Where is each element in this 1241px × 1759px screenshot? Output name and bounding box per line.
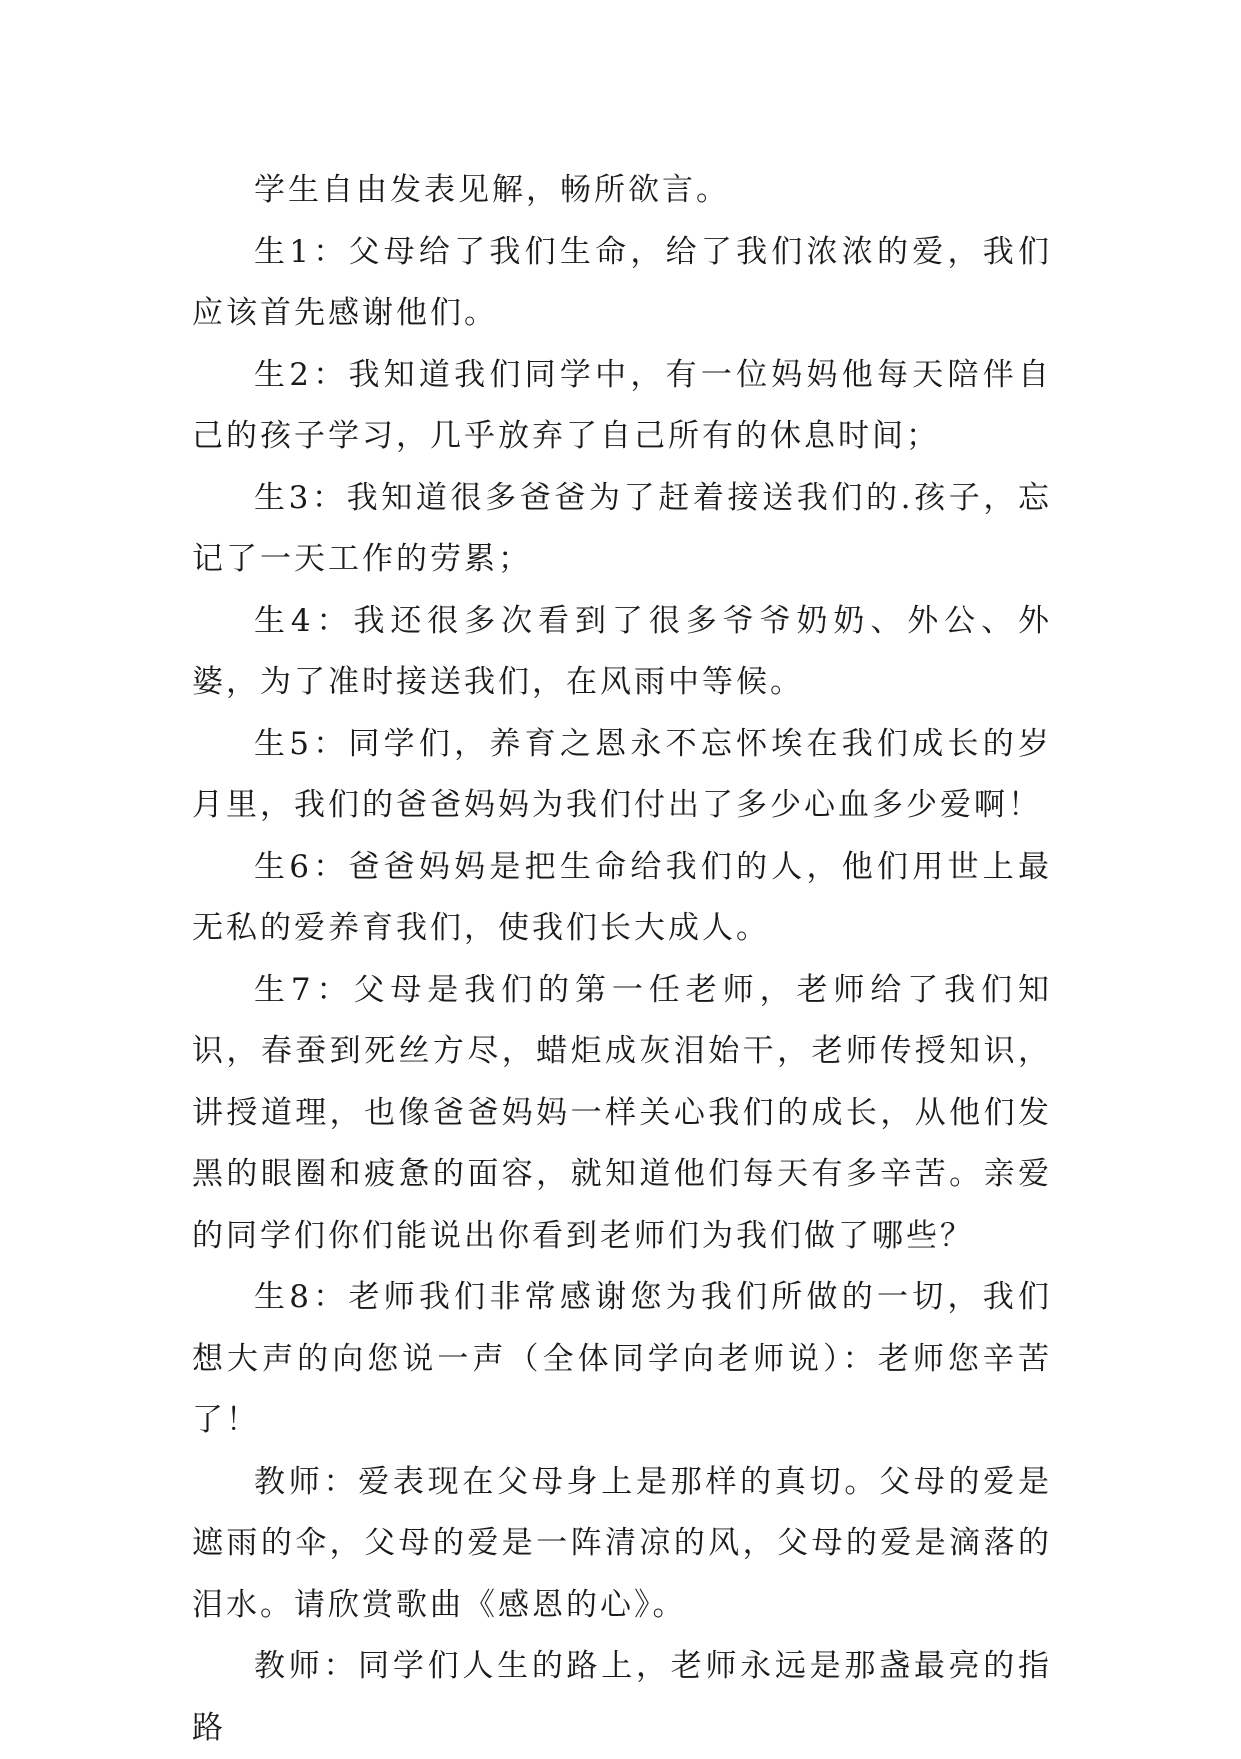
paragraph: 教师：爱表现在父母身上是那样的真切。父母的爱是遮雨的伞，父母的爱是一阵清凉的风，父母的爱是滴落的泪水。请欣赏歌曲《感恩的心》。 (192, 1463, 1052, 1623)
paragraph: 教师：同学们人生的路上，老师永远是那盏最亮的指路 (192, 1648, 1052, 1746)
paragraph: 生7：父母是我们的第一任老师，老师给了我们知识，春蚕到死丝方尽，蜡炬成灰泪始干，老师传授知识，讲授道理，也像爸爸妈妈一样关心我们的成长，从他们发黑的眼圈和疲惫的面容，就知道他们每天有多辛苦。亲爱的同学们你们能说出你看到老师们为我们做了哪些？ (192, 971, 1052, 1254)
paragraph: 生4：我还很多次看到了很多爷爷奶奶、外公、外婆，为了准时接送我们，在风雨中等候。 (192, 602, 1052, 700)
paragraph: 生8：老师我们非常感谢您为我们所做的一切，我们想大声的向您说一声（全体同学向老师说）：老师您辛苦了！ (192, 1279, 1052, 1438)
paragraph: 生3：我知道很多爸爸为了赶着接送我们的.孩子，忘记了一天工作的劳累； (192, 479, 1052, 577)
paragraph: 生2：我知道我们同学中，有一位妈妈他每天陪伴自己的孩子学习，几乎放弃了自己所有的休息时间； (192, 356, 1052, 454)
paragraph: 生6：爸爸妈妈是把生命给我们的人，他们用世上最无私的爱养育我们，使我们长大成人。 (192, 848, 1052, 946)
paragraph: 生1：父母给了我们生命，给了我们浓浓的爱，我们应该首先感谢他们。 (192, 233, 1052, 331)
document-body (192, 160, 1052, 1759)
paragraph: 生5：同学们，养育之恩永不忘怀埃在我们成长的岁月里，我们的爸爸妈妈为我们付出了多少心血多少爱啊！ (192, 725, 1052, 823)
paragraph: 学生自由发表见解，畅所欲言。 (254, 172, 730, 208)
